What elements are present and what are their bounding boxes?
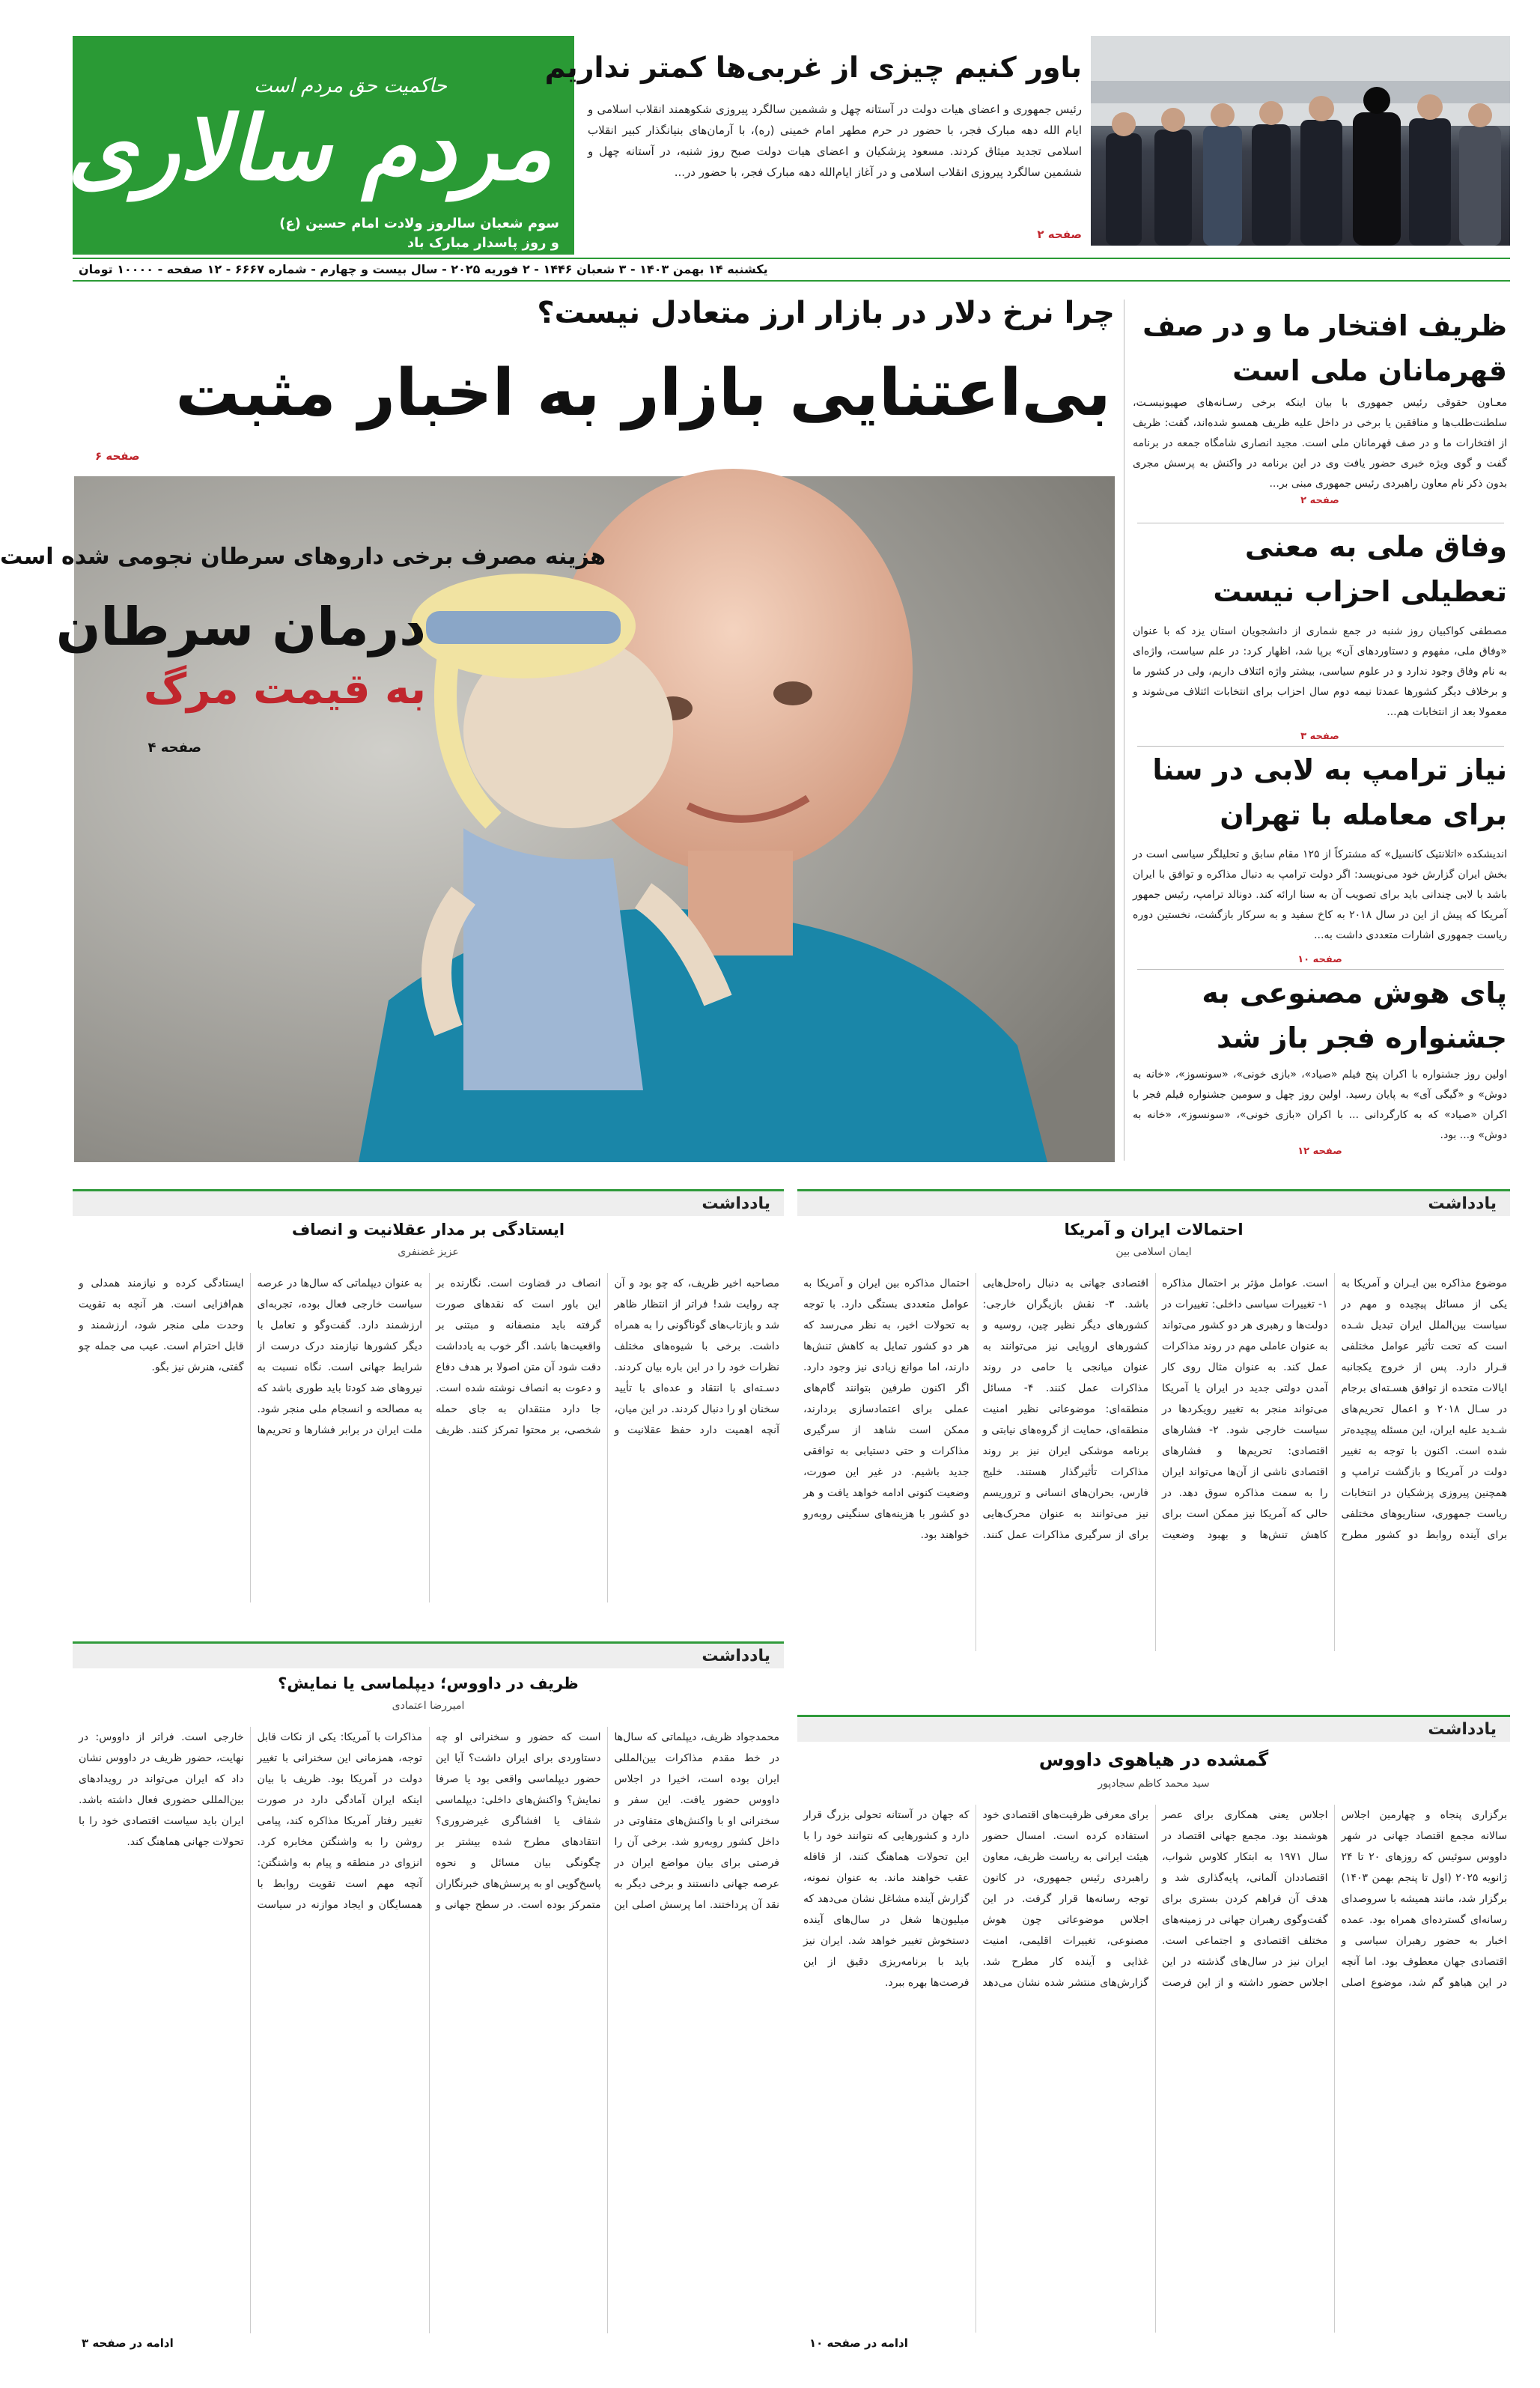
- top-story: [544, 46, 1082, 249]
- opinion-author-1: ایمان اسلامی بین: [1116, 1246, 1192, 1258]
- opinion-body-3: محمدجواد ظریف، دیپلماتی که سال‌ها در خط مقدم مذاکرات بین‌المللی ایران بوده است، اخیرا در اجلاس داووس حضور یافت. این سفر و سخنرانی او با واکنش‌های متفاوتی در داخل کشور روبه‌رو شد. برخی آن را فرصتی برای بیان مواضع ایران در عرصه جهانی دانستند و برخی دیگر به نقد آن پرداختند. اما پرسش اصلی این است که حضور و سخنرانی او چه دستاوردی برای ایران داشت؟ آیا این حضور دیپلماسی واقعی بود یا صرفا نمایش؟ واکنش‌های داخلی: دیپلماسی شفاف یا افشاگری غیرضروری؟ انتقادهای مطرح شده بیشتر بر چگونگی بیان مسائل و نحوه پاسخ‌گویی او به پرسش‌های خبرنگاران متمرکز بوده است. در سطح جهانی و مذاکرات با آمریکا: یکی از نکات قابل توجه، همزمانی این سخنرانی با تغییر دولت در آمریکا بود. ظریف با بیان اینکه ایران آمادگی دارد در صورت تغییر رفتار آمریکا مذاکره کند، پیامی روشن را به واشنگتن مخابره کرد. انزوای در منطقه و پیام به واشنگتن: آنچه مهم است تقویت روابط با همسایگان و ایجاد موازنه در سیاست خارجی است. فراتر از داووس: در نهایت، حضور ظریف در داووس نشان داد که ایران می‌تواند در رویدادهای بین‌المللی حضوری فعال داشته باشد. ایران باید سیاست اقتصادی خود را با تحولات جهانی هماهنگ کند.: [79, 1731, 779, 1911]
- sidebar-sep-3: [1137, 969, 1504, 970]
- masthead: [67, 36, 574, 255]
- sidebar-body-2: مصطفی کواکبیان روز شنبه در جمع شماری از دانشجویان استان یزد که با عنوان «وفاق ملی، مفهوم و دستاوردهای آن» برپا شد، اظهار کرد: در علم سیاست، واژه‌ای به نام وفاق وجود ندارد و در علوم سیاسی، بیشتر واژه ائتلاف داریم، ولی در کشور ما و برخلاف دیگر کشورها عمدتا نیمه دوم سال احزاب برای انتخابات ائتلاف می‌شوند و معمولا بعد از انتخابات هم...: [1133, 625, 1507, 718]
- opinion-title-2[interactable]: ایستادگی بر مدار عقلانیت و انصاف: [291, 1221, 565, 1239]
- sidebar-item-4: [1133, 970, 1507, 1162]
- dateline: یکشنبه ۱۴ بهمن ۱۴۰۳ - ۳ شعبان ۱۴۴۶ - ۲ فوریه ۲۰۲۵ - سال بیست و چهارم - شماره ۶۶۶۷ - ۱۲ صفحه - ۱۰۰۰۰ تومان: [79, 262, 768, 276]
- opinion-body-1: موضوع مذاکره بین ایـران و آمریکا به یکی از مسائل پیچیده و مهم در سیاست بین‌الملل ایران تبدیل شـده است که تحت تأثیر عوامل مختلفی قـرار دارد. پس از خروج یکجانبه ایالات متحده از توافق هسـته‌ای برجام در سـال ۲۰۱۸ و اعمال تحریم‌های شـدید علیه ایران، این مسئله پیچیده‌تر شده است. اکنون با توجه به تغییر دولت در آمریکا و بازگشت ترامپ و همچنین پیروزی پزشکیان در انتخابات ریاست جمهوری، سناریوهای مختلفی برای آینده روابط دو کشور مطرح است. عوامل مؤثر بر احتمال مذاکره ۱- تغییرات سیاسی داخلی: تغییرات در دولت‌ها و رهبری هر دو کشور می‌تواند به عنوان عاملی مهم در روند مذاکرات عمل کند. به عنوان مثال روی کار آمدن دولتی جدید در ایران یا آمریکا می‌تواند منجر به تغییر رویکردها در سیاست خارجی شود. ۲- فشارهای اقتصادی: تحریم‌ها و فشارهای اقتصادی ناشی از آن‌ها می‌تواند ایران را به سمت مذاکره سوق دهد. در حالی که آمریکا نیز ممکن است برای کاهش تنش‌ها و بهبود وضعیت اقتصادی جهانی به دنبال راه‌حل‌هایی باشد. ۳- نقش بازیگران خارجی: کشورهای دیگر نظیر چین، روسیه و کشورهای اروپایی نیز می‌توانند به عنوان میانجی یا حامی در روند مذاکرات عمل کنند. ۴- مسائل منطقه‌ای: موضوعاتی نظیر امنیت منطقه‌ای، حمایت از گروه‌های نیابتی و برنامه موشکی ایران نیز بر روند مذاکرات تأثیرگذار هستند. خلیج فارس، بحران‌های انسانی و تروریسم نیز می‌توانند به عنوان محرک‌هایی برای از سرگیری مذاکرات عمل کنند. احتمال مذاکره بین ایران و آمریکا به عوامل متعددی بستگی دارد. با توجه به تحولات اخیر، به نظر می‌رسد که هر دو کشور تمایل به کاهش تنش‌ها دارند، اما موانع زیادی نیز وجود دارد. اگر اکنون طرفین بتوانند گام‌های عملی برای اعتمادسازی بردارند، ممکن است شاهد از سرگیری مذاکرات و حتی دستیابی به توافقی جدید باشیم. در غیر این صورت، وضعیت کنونی ادامه خواهد یافت و هر دو کشور با هزینه‌های سنگینی روبه‌رو خواهند بود.: [803, 1277, 1507, 1541]
- opinion-title-3[interactable]: ظریف در داووس؛ دیپلماسی یا نمایش؟: [278, 1674, 579, 1692]
- cover-photo: [0, 476, 1115, 1162]
- masthead-logo: مردم سالاری: [67, 96, 552, 200]
- photo-story-ref[interactable]: صفحه ۴: [147, 740, 201, 756]
- photo-story-title-1: درمان سرطان: [55, 596, 426, 657]
- opinion-label-1: یادداشت: [797, 1189, 1510, 1216]
- sidebar-body-3: اندیشکده «اتلانتیک کانسیل» که مشترکاً از ۱۲۵ مقام سابق و تحلیلگر سیاسی است در بخش ایران گزارش خود می‌نویسد: اگر دولت ترامپ به دنبال مذاکره و توافق با ایران باشد با لابی چندانی باید برای تصویب آن به سنا ارائه کند. دونالد ترامپ، رئیس جمهور آمریکا که پیش از این در سال ۲۰۱۸ به کاخ سفید و به سرکار بازگشت، نخستین دوره ریاست جمهوری اشارات متعددی داشت به...: [1133, 848, 1507, 941]
- opinion-label-4: یادداشت: [797, 1715, 1510, 1742]
- sidebar-item-2: [1133, 524, 1507, 745]
- masthead-occasion-line1: سوم شعبان سالروز ولادت امام حسین (ع): [279, 216, 559, 231]
- sidebar-item-3: [1133, 747, 1507, 968]
- top-photo-figures: [1091, 36, 1510, 246]
- sidebar-ref-4[interactable]: صفحه ۱۲: [1297, 1146, 1342, 1157]
- opinion-author-3: امیررضا اعتمادی: [392, 1700, 465, 1712]
- opinion-label-3: یادداشت: [73, 1641, 784, 1668]
- opinion-continue-4[interactable]: ادامه در صفحه ۱۰: [809, 2336, 908, 2350]
- photo-story-kicker: هزینه مصرف برخی داروهای سرطان نجومی شده است: [0, 544, 606, 570]
- sidebar-title-3[interactable]: نیاز ترامپ به لابی در سنا برای معامله با تهران: [1152, 753, 1507, 831]
- opinion-author-2: عزیز غضنفری: [398, 1246, 459, 1258]
- opinion-body-4: برگزاری پنجاه و چهارمین اجلاس سالانه مجمع اقتصاد جهانی در شهر داووس سوئیس که روزهای ۲۰ تا ۲۴ ژانویه ۲۰۲۵ (اول تا پنجم بهمن ۱۴۰۳) برگزار شد، مانند همیشه با سروصدای رسانه‌ای گسترده‌ای همراه بود. عمده اخبار به حضور رهبران سیاسی و اقتصادی جهان معطوف بود. اما آنچه در این هیاهو گم شد، موضوع اصلی اجلاس یعنی همکاری برای عصر هوشمند بود. مجمع جهانی اقتصاد در سال ۱۹۷۱ به ابتکار کلاوس شواب، اقتصاددان آلمانی، پایه‌گذاری شد و هدف آن فراهم کردن بستری برای گفت‌وگوی رهبران جهانی در زمینه‌های مختلف اقتصادی و اجتماعی است. ایران نیز در سال‌های گذشته در این اجلاس حضور داشته و از این فرصت برای معرفی ظرفیت‌های اقتصادی خود استفاده کرده است. امسال حضور هیئت ایرانی به ریاست ظریف، معاون راهبردی رئیس جمهوری، در کانون توجه رسانه‌ها قرار گرفت. در این اجلاس موضوعاتی چون هوش مصنوعی، تغییرات اقلیمی، امنیت غذایی و آینده کار مطرح شد. گزارش‌های منتشر شده نشان می‌دهد که جهان در آستانه تحولی بزرگ قرار دارد و کشورهایی که نتوانند خود را با این تحولات هماهنگ کنند، از قافله عقب خواهند ماند. به عنوان نمونه، گزارش آینده مشاغل نشان می‌دهد که میلیون‌ها شغل در سال‌های آینده دستخوش تغییر خواهد شد. ایران نیز باید با برنامه‌ریزی دقیق از این فرصت‌ها بهره ببرد.: [803, 1809, 1508, 1989]
- opinion-author-4: سید محمد کاظم سجادپور: [1098, 1778, 1210, 1790]
- top-story-ref[interactable]: صفحه ۲: [1037, 228, 1082, 241]
- top-story-body: رئیس جمهوری و اعضای هیات دولت در آستانه چهل و ششمین سالگرد پیروزی شکوهمند انقلاب اسلامی و ایام الله دهه مبارک فجر، با حضور در حرم مطهر امام خمینی (ره)، با آرمان‌های بنیانگذار کبیر انقلاب اسلامی تجدید میثاق کردند. مسعود پزشکیان و اعضای هیات دولت صبح روز شنبه، در آستانه چهل و ششمین سالگرد پیروزی انقلاب اسلامی و در آغاز ایام‌الله دهه مبارک فجر، با حضور در...: [588, 103, 1082, 179]
- opinion-continue-3[interactable]: ادامه در صفحه ۳: [82, 2336, 174, 2350]
- sidebar-ref-3[interactable]: صفحه ۱۰: [1297, 954, 1342, 965]
- opinion-label-2: یادداشت: [73, 1189, 784, 1216]
- dateline-bar: [73, 258, 1510, 282]
- opinion-body-2: مصاحبه اخیر ظریف، که چو بود و آن چه روایت شد! فراتر از انتظار ظاهر شد و بازتاب‌های گوناگونی را به همراه داشت. برخی با شیوه‌های مختلف نظرات خود را در این باره بیان کردند. دسـته‌ای با انتقاد و عده‌ای با تأیید سخنان او را دنبال کردند. در این میان، آنچه اهمیت دارد حفظ عقلانیت و انصاف در قضاوت است. نگارنده بر این باور است که نقدهای صورت گرفته باید منصفانه و مبتنی بر واقعیت‌ها باشد. اگر خوب به یادداشت دقت شود آن متن اصولا بر هدف دفاع و دعوت به انصاف نوشته شده است. جا دارد منتقدان به جای حمله شخصی، بر محتوا تمرکز کنند. ظریف به عنوان دیپلماتی که سال‌ها در عرصه سیاست خارجی فعال بوده، تجربه‌ای ارزشمند دارد. گفت‌وگو و تعامل با دیگر کشورها نیازمند درک درست از شرایط جهانی است. نگاه نسبت به نیروهای ضد کودتا باید طوری باشد که به مصالحه و انسجام ملی منجر شود. ملت ایران در برابر فشارها و تحریم‌ها ایستادگی کرده و نیازمند همدلی و هم‌افزایی است. هر آنچه به تقویت وحدت ملی منجر شود، ارزشمند و قابل احترام است. عیب می جمله چو گفتی، هنرش نیز بگو.: [79, 1277, 779, 1436]
- sidebar-body-4: اولین روز جشنواره با اکران پنج فیلم «صیاد»، «بازی خونی»، «سونسوز»، «خانه به دوش» و «گیگی آی» به پایان رسید. اولین روز چهل و سومین جشنواره فیلم فجر با اکران «صیاد» که به کارگردانی ... با اکران «بازی خونی»، «سونسوز»، «خانه به دوش» و... بود.: [1133, 1069, 1507, 1141]
- masthead-motto: حاکمیت حق مردم است: [254, 75, 447, 97]
- opinion-title-1[interactable]: احتمالات ایران و آمریکا: [1064, 1221, 1244, 1239]
- sidebar-item-1: [1133, 303, 1507, 520]
- opinion-title-4[interactable]: گمشده در هیاهوی داووس: [1038, 1749, 1269, 1770]
- sidebar-ref-2[interactable]: صفحه ۳: [1300, 731, 1339, 742]
- sidebar-title-2[interactable]: وفاق ملی به معنی تعطیلی احزاب نیست: [1213, 530, 1507, 608]
- sidebar-title-1[interactable]: ظریف افتخار ما و در صف قهرمانان ملی است: [1142, 309, 1507, 387]
- cover-photo-image: [74, 476, 1115, 1162]
- photo-story-title-2: به قیمت مرگ: [143, 665, 426, 714]
- top-photo: [1091, 36, 1510, 246]
- main-headline-ref[interactable]: صفحه ۶: [95, 449, 140, 463]
- top-story-headline: باور کنیم چیزی از غربی‌ها کمتر نداریم: [544, 51, 1082, 84]
- sidebar-ref-1[interactable]: صفحه ۲: [1300, 495, 1339, 506]
- main-headline: بی‌اعتنایی بازار به اخبار مثبت: [175, 356, 1111, 431]
- masthead-occasion-line2: و روز پاسدار مبارک باد: [407, 235, 559, 251]
- sidebar-sep-2: [1137, 746, 1504, 747]
- main-kicker: چرا نرخ دلار در بازار ارز متعادل نیست؟: [537, 296, 1115, 330]
- sidebar-title-4[interactable]: پای هوش مصنوعی به جشنواره فجر باز شد: [1202, 976, 1507, 1054]
- sidebar-body-1: معـاون حقوقی رئیس جمهوری با بیان اینکه برخی رسـانه‌های صهیونیسـت، سلطنت‌طلب‌ها و منافقین یا برخی در داخل علیه ظریف همسو شده‌اند، گفت: ظریف از افتخارات ما و در صف قهرمانان ملی است. مجید انصاری شامگاه جمعه در برنامه گفت و گوی ویژه خبری حضور یافت وی در این برنامه در واکنش به پرسش مجری بدون ذکر نام معاون راهبردی رئیس جمهوری مبنی بر...: [1133, 397, 1507, 490]
